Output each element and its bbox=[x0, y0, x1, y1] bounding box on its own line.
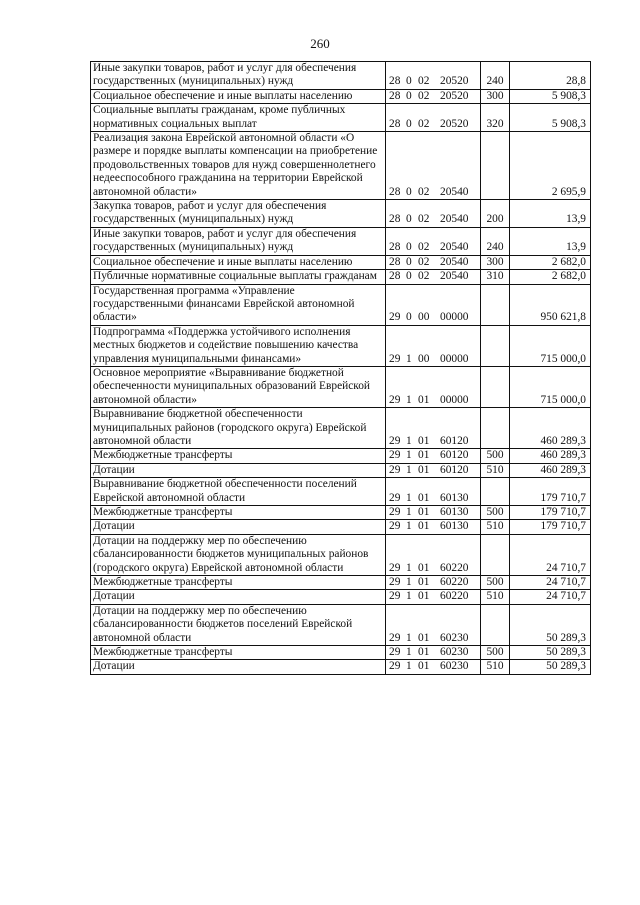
row-amount: 179 710,7 bbox=[510, 520, 591, 534]
row-code bbox=[386, 132, 481, 200]
row-code bbox=[386, 506, 481, 520]
row-code bbox=[386, 62, 481, 90]
program-code: 28 bbox=[389, 241, 401, 254]
subprogram-code: 1 bbox=[406, 576, 412, 589]
row-amount: 24 710,7 bbox=[510, 590, 591, 604]
direction-code: 60120 bbox=[440, 463, 469, 476]
program-code: 28 bbox=[389, 213, 401, 226]
expense-type-code: 240 bbox=[481, 62, 510, 90]
subprogram-code: 1 bbox=[406, 393, 412, 406]
activity-code: 00 bbox=[418, 311, 430, 324]
row-code bbox=[386, 104, 481, 132]
row-amount: 13,9 bbox=[510, 227, 591, 255]
direction-code: 20520 bbox=[440, 89, 469, 102]
expense-type-code: 300 bbox=[481, 255, 510, 269]
expense-type-code bbox=[481, 534, 510, 575]
activity-code: 01 bbox=[418, 561, 430, 574]
direction-code: 00000 bbox=[440, 311, 469, 324]
expense-type-code: 500 bbox=[481, 506, 510, 520]
direction-code: 60130 bbox=[440, 491, 469, 504]
subprogram-code: 1 bbox=[406, 590, 412, 603]
expense-type-code: 510 bbox=[481, 520, 510, 534]
row-code bbox=[386, 408, 481, 449]
table-row bbox=[91, 62, 591, 90]
expense-type-code: 510 bbox=[481, 463, 510, 477]
direction-code: 60220 bbox=[440, 561, 469, 574]
activity-code: 01 bbox=[418, 393, 430, 406]
row-code bbox=[386, 520, 481, 534]
row-code bbox=[386, 590, 481, 604]
row-amount: 5 908,3 bbox=[510, 104, 591, 132]
table-row bbox=[91, 227, 591, 255]
direction-code: 20540 bbox=[440, 255, 469, 268]
table-row bbox=[91, 520, 591, 534]
expense-type-code: 200 bbox=[481, 200, 510, 228]
activity-code: 01 bbox=[418, 506, 430, 518]
row-code bbox=[386, 270, 481, 284]
activity-code: 02 bbox=[418, 213, 430, 226]
table-row bbox=[91, 284, 591, 325]
table-row bbox=[91, 89, 591, 103]
row-amount: 50 289,3 bbox=[510, 646, 591, 660]
activity-code: 01 bbox=[418, 660, 430, 673]
row-name: Дотации на поддержку мер по обеспечению сбалансированности бюджетов муниципальных районов (городского округа) Еврейской автономной области bbox=[91, 534, 386, 575]
subprogram-code: 1 bbox=[406, 506, 412, 518]
program-code: 29 bbox=[389, 352, 401, 365]
direction-code: 60130 bbox=[440, 506, 469, 518]
activity-code: 01 bbox=[418, 463, 430, 476]
row-code bbox=[386, 604, 481, 645]
expense-type-code: 240 bbox=[481, 227, 510, 255]
expense-type-code bbox=[481, 284, 510, 325]
table-row bbox=[91, 660, 591, 674]
table-row bbox=[91, 132, 591, 200]
subprogram-code: 1 bbox=[406, 434, 412, 447]
expense-type-code: 320 bbox=[481, 104, 510, 132]
program-code: 29 bbox=[389, 311, 401, 324]
activity-code: 01 bbox=[418, 491, 430, 504]
row-name: Межбюджетные трансферты bbox=[91, 449, 386, 463]
direction-code: 60120 bbox=[440, 449, 469, 462]
row-code bbox=[386, 325, 481, 366]
program-code: 29 bbox=[389, 491, 401, 504]
expense-type-code: 500 bbox=[481, 576, 510, 590]
subprogram-code: 1 bbox=[406, 449, 412, 462]
row-code bbox=[386, 200, 481, 228]
row-name: Выравнивание бюджетной обеспеченности муниципальных районов (городского округа) Еврейской автономной области bbox=[91, 408, 386, 449]
activity-code: 01 bbox=[418, 520, 430, 533]
expense-type-code: 500 bbox=[481, 449, 510, 463]
row-code bbox=[386, 449, 481, 463]
budget-table bbox=[90, 61, 591, 675]
expense-type-code bbox=[481, 325, 510, 366]
program-code: 29 bbox=[389, 590, 401, 603]
row-name: Подпрограмма «Поддержка устойчивого исполнения местных бюджетов и содействие повышению качества управления муниципальными финансами» bbox=[91, 325, 386, 366]
direction-code: 00000 bbox=[440, 352, 469, 365]
activity-code: 01 bbox=[418, 646, 430, 659]
activity-code: 02 bbox=[418, 117, 430, 130]
table-row bbox=[91, 270, 591, 284]
row-name: Межбюджетные трансферты bbox=[91, 646, 386, 660]
program-code: 29 bbox=[389, 463, 401, 476]
activity-code: 02 bbox=[418, 255, 430, 268]
table-row bbox=[91, 590, 591, 604]
subprogram-code: 0 bbox=[406, 270, 412, 283]
activity-code: 02 bbox=[418, 89, 430, 102]
row-name: Дотации bbox=[91, 590, 386, 604]
table-row bbox=[91, 604, 591, 645]
expense-type-code: 500 bbox=[481, 646, 510, 660]
subprogram-code: 1 bbox=[406, 491, 412, 504]
row-name: Закупка товаров, работ и услуг для обеспечения государственных (муниципальных) нужд bbox=[91, 200, 386, 228]
row-code bbox=[386, 366, 481, 407]
table-row bbox=[91, 325, 591, 366]
row-amount: 24 710,7 bbox=[510, 576, 591, 590]
row-name: Выравнивание бюджетной обеспеченности поселений Еврейской автономной области bbox=[91, 478, 386, 506]
expense-type-code bbox=[481, 604, 510, 645]
table-row bbox=[91, 576, 591, 590]
expense-type-code: 510 bbox=[481, 660, 510, 674]
subprogram-code: 1 bbox=[406, 631, 412, 644]
row-code bbox=[386, 227, 481, 255]
activity-code: 01 bbox=[418, 590, 430, 603]
row-amount: 2 682,0 bbox=[510, 255, 591, 269]
subprogram-code: 0 bbox=[406, 185, 412, 198]
table-row bbox=[91, 534, 591, 575]
program-code: 29 bbox=[389, 561, 401, 574]
program-code: 28 bbox=[389, 89, 401, 102]
activity-code: 00 bbox=[418, 352, 430, 365]
activity-code: 02 bbox=[418, 75, 430, 88]
row-name: Основное мероприятие «Выравнивание бюджетной обеспеченности муниципальных образований Еврейской автономной области» bbox=[91, 366, 386, 407]
program-code: 29 bbox=[389, 434, 401, 447]
table-row bbox=[91, 408, 591, 449]
row-name: Социальное обеспечение и иные выплаты населению bbox=[91, 255, 386, 269]
row-amount: 50 289,3 bbox=[510, 660, 591, 674]
row-code bbox=[386, 89, 481, 103]
row-name: Реализация закона Еврейской автономной области «О размере и порядке выплаты компенсации на приобретение продовольственных товаров для нужд совершеннолетнего недееспособного гражданина на территории Еврейской автономной области» bbox=[91, 132, 386, 200]
direction-code: 20520 bbox=[440, 75, 469, 88]
expense-type-code: 510 bbox=[481, 590, 510, 604]
activity-code: 01 bbox=[418, 576, 430, 589]
table-body bbox=[91, 62, 591, 675]
table-row bbox=[91, 200, 591, 228]
row-name: Дотации bbox=[91, 463, 386, 477]
row-amount: 28,8 bbox=[510, 62, 591, 90]
expense-type-code: 300 bbox=[481, 89, 510, 103]
page-number: 260 bbox=[310, 36, 330, 51]
program-code: 29 bbox=[389, 393, 401, 406]
row-amount: 460 289,3 bbox=[510, 408, 591, 449]
row-name: Социальное обеспечение и иные выплаты населению bbox=[91, 89, 386, 103]
subprogram-code: 0 bbox=[406, 213, 412, 226]
row-code bbox=[386, 255, 481, 269]
table-row bbox=[91, 366, 591, 407]
table-row bbox=[91, 104, 591, 132]
expense-type-code: 310 bbox=[481, 270, 510, 284]
row-code bbox=[386, 660, 481, 674]
row-amount: 50 289,3 bbox=[510, 604, 591, 645]
activity-code: 02 bbox=[418, 241, 430, 254]
row-amount: 460 289,3 bbox=[510, 463, 591, 477]
direction-code: 60230 bbox=[440, 631, 469, 644]
expense-type-code bbox=[481, 408, 510, 449]
direction-code: 60230 bbox=[440, 660, 469, 673]
row-name: Социальные выплаты гражданам, кроме публичных нормативных социальных выплат bbox=[91, 104, 386, 132]
direction-code: 60230 bbox=[440, 646, 469, 659]
row-code bbox=[386, 646, 481, 660]
row-code bbox=[386, 463, 481, 477]
direction-code: 60220 bbox=[440, 590, 469, 603]
row-name: Иные закупки товаров, работ и услуг для обеспечения государственных (муниципальных) нужд bbox=[91, 62, 386, 90]
table-row bbox=[91, 646, 591, 660]
subprogram-code: 0 bbox=[406, 255, 412, 268]
table-row bbox=[91, 478, 591, 506]
row-code bbox=[386, 576, 481, 590]
row-code bbox=[386, 534, 481, 575]
row-amount: 2 695,9 bbox=[510, 132, 591, 200]
row-amount: 2 682,0 bbox=[510, 270, 591, 284]
row-amount: 179 710,7 bbox=[510, 506, 591, 520]
direction-code: 60120 bbox=[440, 434, 469, 447]
program-code: 29 bbox=[389, 576, 401, 589]
direction-code: 20540 bbox=[440, 213, 469, 226]
row-amount: 179 710,7 bbox=[510, 478, 591, 506]
activity-code: 01 bbox=[418, 434, 430, 447]
row-name: Иные закупки товаров, работ и услуг для обеспечения государственных (муниципальных) нужд bbox=[91, 227, 386, 255]
subprogram-code: 0 bbox=[406, 241, 412, 254]
row-name: Дотации bbox=[91, 660, 386, 674]
expense-type-code bbox=[481, 366, 510, 407]
direction-code: 60220 bbox=[440, 576, 469, 589]
row-name: Межбюджетные трансферты bbox=[91, 506, 386, 520]
row-amount: 715 000,0 bbox=[510, 366, 591, 407]
row-amount: 5 908,3 bbox=[510, 89, 591, 103]
subprogram-code: 0 bbox=[406, 89, 412, 102]
program-code: 29 bbox=[389, 449, 401, 462]
program-code: 29 bbox=[389, 631, 401, 644]
direction-code: 20540 bbox=[440, 241, 469, 254]
row-code bbox=[386, 284, 481, 325]
table-row bbox=[91, 255, 591, 269]
subprogram-code: 1 bbox=[406, 660, 412, 673]
direction-code: 20520 bbox=[440, 117, 469, 130]
program-code: 28 bbox=[389, 255, 401, 268]
row-amount: 950 621,8 bbox=[510, 284, 591, 325]
row-code bbox=[386, 478, 481, 506]
activity-code: 02 bbox=[418, 185, 430, 198]
subprogram-code: 1 bbox=[406, 561, 412, 574]
table-row bbox=[91, 506, 591, 520]
program-code: 29 bbox=[389, 660, 401, 673]
row-name: Дотации bbox=[91, 520, 386, 534]
expense-type-code bbox=[481, 132, 510, 200]
program-code: 29 bbox=[389, 646, 401, 659]
row-amount: 715 000,0 bbox=[510, 325, 591, 366]
program-code: 29 bbox=[389, 506, 401, 518]
direction-code: 00000 bbox=[440, 393, 469, 406]
subprogram-code: 0 bbox=[406, 117, 412, 130]
program-code: 28 bbox=[389, 270, 401, 283]
direction-code: 60130 bbox=[440, 520, 469, 533]
expense-type-code bbox=[481, 478, 510, 506]
subprogram-code: 0 bbox=[406, 75, 412, 88]
row-amount: 24 710,7 bbox=[510, 534, 591, 575]
row-name: Государственная программа «Управление государственными финансами Еврейской автономной области» bbox=[91, 284, 386, 325]
subprogram-code: 1 bbox=[406, 463, 412, 476]
row-amount: 13,9 bbox=[510, 200, 591, 228]
activity-code: 01 bbox=[418, 449, 430, 462]
activity-code: 01 bbox=[418, 631, 430, 644]
table-row bbox=[91, 449, 591, 463]
row-name: Дотации на поддержку мер по обеспечению сбалансированности бюджетов поселений Еврейской автономной области bbox=[91, 604, 386, 645]
subprogram-code: 0 bbox=[406, 311, 412, 324]
program-code: 28 bbox=[389, 185, 401, 198]
program-code: 29 bbox=[389, 520, 401, 533]
subprogram-code: 1 bbox=[406, 520, 412, 533]
row-name: Межбюджетные трансферты bbox=[91, 576, 386, 590]
program-code: 28 bbox=[389, 75, 401, 88]
activity-code: 02 bbox=[418, 270, 430, 283]
program-code: 28 bbox=[389, 117, 401, 130]
direction-code: 20540 bbox=[440, 270, 469, 283]
row-name: Публичные нормативные социальные выплаты гражданам bbox=[91, 270, 386, 284]
subprogram-code: 1 bbox=[406, 352, 412, 365]
direction-code: 20540 bbox=[440, 185, 469, 198]
table-row bbox=[91, 463, 591, 477]
subprogram-code: 1 bbox=[406, 646, 412, 659]
row-amount: 460 289,3 bbox=[510, 449, 591, 463]
